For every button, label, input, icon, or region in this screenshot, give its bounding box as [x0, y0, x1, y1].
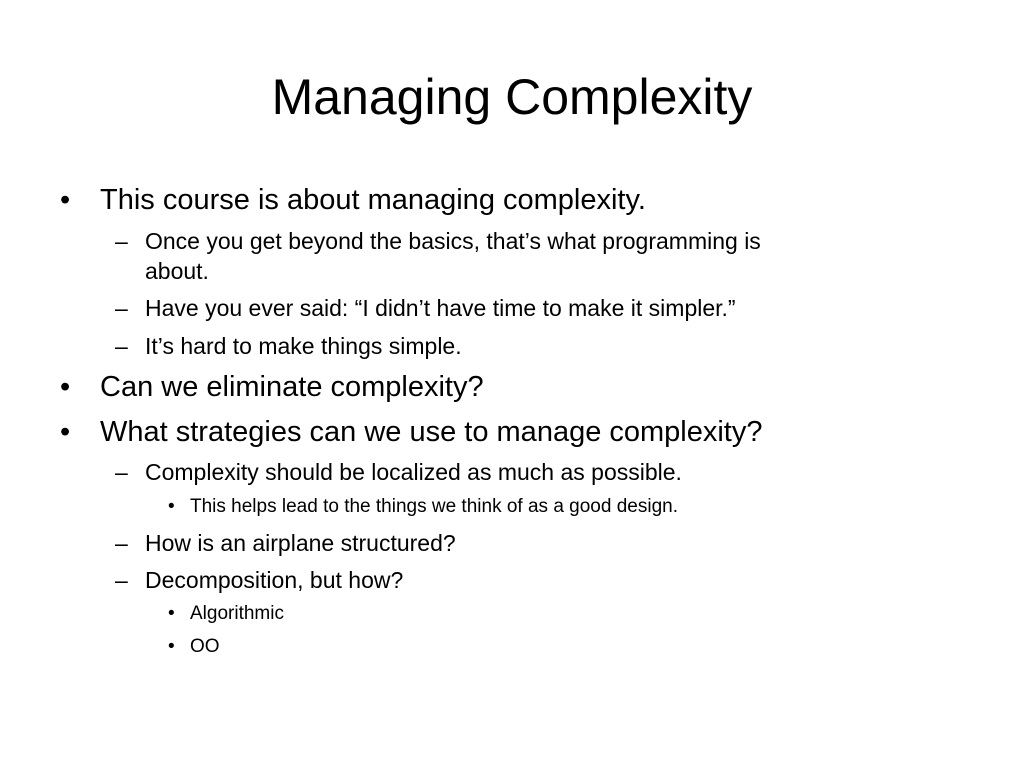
dash-marker: –: [115, 333, 128, 359]
slide-title: Managing Complexity: [271, 69, 753, 125]
dash-marker: –: [115, 228, 128, 254]
dash-marker: –: [115, 459, 128, 485]
bullet-marker: •: [60, 371, 71, 403]
sub-bullet-text: Once you get beyond the basics, that’s what programming is: [145, 228, 761, 254]
sub-bullet-item: [115, 226, 761, 256]
bullet-text: Can we eliminate complexity?: [100, 371, 484, 403]
sub-bullet-item: [115, 293, 736, 323]
sub-sub-bullet-item: [168, 601, 284, 627]
dash-marker: –: [115, 567, 128, 593]
dash-marker: –: [115, 530, 128, 556]
sub-bullet-text: Complexity should be localized as much as possible.: [145, 459, 682, 485]
bullet-marker: •: [168, 603, 175, 624]
sub-sub-bullet-text: This helps lead to the things we think of as a good design.: [190, 496, 678, 517]
sub-sub-bullet-text: OO: [190, 636, 220, 657]
sub-bullet-item: [115, 457, 682, 487]
sub-bullet-text: Decomposition, but how?: [145, 567, 404, 593]
sub-bullet-item: [115, 331, 462, 361]
sub-bullet-text: It’s hard to make things simple.: [145, 333, 462, 359]
bullet-marker: •: [168, 496, 175, 517]
sub-sub-bullet-text: Algorithmic: [190, 603, 284, 624]
sub-sub-bullet-item: [168, 634, 220, 660]
sub-bullet-text-continuation: about.: [145, 258, 209, 284]
sub-bullet-item: [115, 565, 404, 595]
bullet-text: What strategies can we use to manage complexity?: [100, 416, 763, 448]
bullet-marker: •: [168, 636, 175, 657]
bullet-item: [60, 183, 646, 217]
bullet-item: [60, 415, 763, 449]
bullet-text: This course is about managing complexity.: [100, 184, 646, 216]
sub-bullet-text: Have you ever said: “I didn’t have time to make it simpler.”: [145, 295, 736, 321]
sub-bullet-continuation: [145, 256, 209, 286]
sub-sub-bullet-item: [168, 494, 678, 520]
bullet-marker: •: [60, 416, 71, 448]
dash-marker: –: [115, 295, 128, 321]
bullet-marker: •: [60, 184, 71, 216]
sub-bullet-item: [115, 528, 456, 558]
bullet-item: [60, 370, 484, 404]
sub-bullet-text: How is an airplane structured?: [145, 530, 456, 556]
